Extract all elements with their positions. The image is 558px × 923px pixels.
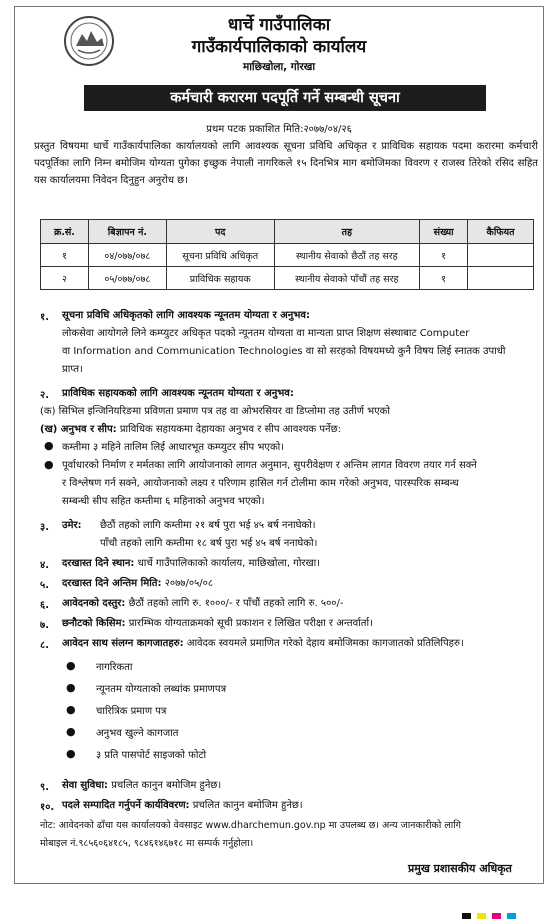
section-2-bullet-2-line-1: पूर्वाधारको निर्माण र मर्मतका लागि आयोजनाको लागत अनुमान, सुपरीवेक्षण र अन्तिम लागत विवरण तयार गर्न सक्ने: [62, 460, 477, 471]
header-ad-no: बिज्ञापन नं.: [88, 220, 166, 244]
bullet-icon: ●: [66, 703, 76, 716]
cell-post: प्राविधिक सहायक: [166, 267, 274, 290]
section-2-item-kha: [40, 422, 341, 439]
cell-count: १: [420, 244, 468, 267]
section-2-bullet-2-line-3: सम्बन्धी सीप सहित कम्तीमा ६ महिनाको अनुभव भएको।: [62, 496, 265, 507]
section-1-line-1: लोकसेवा आयोगले लिने कम्प्युटर अधिकृत पदको न्यूनतम योग्यता वा मान्यता प्राप्त शिक्षण संस्थाबाट Computer: [62, 328, 470, 339]
document-list-item: अनुभव खुल्ने कागजात: [96, 728, 179, 739]
section-5-line: [62, 576, 213, 593]
section-8-label: आवेदन साथ संलग्न कागजातहरु:: [62, 638, 184, 649]
office-name: गाउँकार्यपालिकाको कार्यालय: [191, 37, 367, 57]
section-4-line: [62, 556, 320, 573]
bullet-icon: ●: [44, 458, 54, 471]
cell-count: १: [420, 267, 468, 290]
section-8-text: आवेदक स्वयमले प्रमाणित गरेको देहाय बमोजिमका कागजातको प्रतिलिपिहरु।: [186, 638, 464, 649]
vacancy-table: [40, 219, 534, 290]
section-5-text: २०७७/०५/०८: [164, 578, 214, 589]
cell-remarks: [468, 244, 534, 267]
section-10-label: पदले सम्पादित गर्नुपर्ने कार्यविवरण:: [62, 800, 190, 811]
note-line-2: मोबाइल नं.९८५६०६४१८५, ९८४६१४६७१८ मा सम्पर्क गर्नुहोला।: [40, 838, 254, 849]
section-9-number: ९.: [40, 782, 49, 793]
table-row: [41, 244, 534, 267]
section-7-line: [62, 616, 373, 633]
cell-level: स्थानीय सेवाको पाँचौं तह सरह: [274, 267, 420, 290]
note-line-1: नोट: आवेदनको ढाँचा यस कार्यालयको वेवसाइट www.dharchemun.gov.np मा उपलब्ध छ। अन्य जानकारीको लागि: [40, 820, 462, 831]
header-remarks: कैफियत: [468, 220, 534, 244]
section-6-label: आवेदनको दस्तुर:: [62, 598, 126, 609]
section-10-text: प्रचलित कानुन बमोजिम हुनेछ।: [192, 800, 303, 811]
notice-title-banner: कर्मचारी करारमा पदपूर्ति गर्ने सम्बन्धी सूचना: [84, 85, 486, 111]
section-10-line: [62, 798, 303, 815]
published-date: प्रथम पटक प्रकाशित मिति:२०७७/०४/२६: [206, 124, 352, 135]
section-1-line-3: प्राप्त।: [62, 364, 83, 375]
office-location: माछिखोला, गोरखा: [242, 61, 316, 73]
section-4-text: धार्चे गाउँपालिकाको कार्यालय, माछिखोला, गोरखा।: [137, 558, 321, 569]
section-3-label: उमेर:: [62, 520, 82, 531]
section-9-label: सेवा सुविधा:: [62, 780, 109, 791]
document-list-item: न्यूनतम योग्यताको लब्धांक प्रमाणपत्र: [96, 684, 227, 695]
cell-post: सूचना प्रविधि अधिकृत: [166, 244, 274, 267]
section-6-text: छैठौं तहको लागि रु. १०००/- र पाँचौं तहको लागि रु. ५००/-: [128, 598, 344, 609]
document-list-item: नागरिकता: [96, 662, 133, 673]
signatory-title: प्रमुख प्रशासकीय अधिकृत: [408, 862, 512, 875]
section-6-line: [62, 596, 344, 613]
section-3-number: ३.: [40, 522, 49, 533]
cell-serial: १: [41, 244, 89, 267]
section-2-kha-label: (ख) अनुभव र सीप:: [40, 424, 117, 435]
section-9-line: [62, 778, 221, 795]
bullet-icon: ●: [66, 681, 76, 694]
section-1-line-2: वा Information and Communication Technologies वा सो सरहको विषयमध्ये कुनै विषय लिई स्नातक उपाधी: [62, 346, 506, 357]
section-7-text: प्रारम्भिक योग्यताक्रमको सूची प्रकाशन र लिखित परीक्षा र अन्तर्वार्ता।: [128, 618, 373, 629]
section-2-number: २.: [40, 390, 49, 401]
cell-ad-no: ०४/०७७/०७८: [88, 244, 166, 267]
bullet-icon: ●: [66, 659, 76, 672]
section-5-label: दरखास्त दिने अन्तिम मिति:: [62, 578, 162, 589]
section-2-bullet-2-line-2: र विश्लेषण गर्न सक्ने, आयोजनाको लक्ष्य र परिणाम हासिल गर्न टोलीमा काम गरेको अनुभव, पारस्परिक सम्बन्ध: [62, 478, 459, 489]
section-2-item-ka: (क) सिभिल इन्जिनियरिङमा प्रविणता प्रमाण पत्र तह वा ओभरसियर वा डिप्लोमा तह उतीर्ण भएको: [40, 406, 390, 417]
section-5-number: ५.: [40, 580, 49, 591]
section-2-kha-text: प्राविधिक सहायकमा देहायका अनुभव र सीप आवश्यक पर्नेछ:: [119, 424, 341, 435]
section-8-line: [62, 636, 540, 653]
section-7-number: ७.: [40, 620, 49, 631]
table-header-row: [41, 220, 534, 244]
section-1-title: सूचना प्रविधि अधिकृतको लागि आवश्यक न्यूनतम योग्यता र अनुभव:: [62, 310, 310, 321]
section-4-label: दरखास्त दिने स्थान:: [62, 558, 135, 569]
document-list-item: ३ प्रति पासपोर्ट साइजको फोटो: [96, 750, 207, 761]
cell-level: स्थानीय सेवाको छैठौं तह सरह: [274, 244, 420, 267]
bullet-icon: ●: [66, 725, 76, 738]
section-6-number: ६.: [40, 600, 49, 611]
section-10-number: १०.: [40, 802, 55, 813]
section-4-number: ४.: [40, 560, 49, 571]
section-8-number: ८.: [40, 640, 49, 651]
header-serial: क्र.सं.: [41, 220, 89, 244]
section-9-text: प्रचलित कानुन बमोजिम हुनेछ।: [111, 780, 222, 791]
bullet-icon: ●: [66, 747, 76, 760]
section-2-title: प्राविधिक सहायकको लागि आवश्यक न्यूनतम योग्यता र अनुभव:: [62, 388, 294, 399]
section-7-label: छनौटको किसिम:: [62, 618, 126, 629]
municipality-name: धार्चे गाउँपालिका: [227, 15, 331, 35]
document-list-item: चारित्रिक प्रमाण पत्र: [96, 706, 167, 717]
cell-serial: २: [41, 267, 89, 290]
section-3-line-1: छैठौं तहको लागि कम्तीमा २१ बर्ष पुरा भई ४५ बर्ष ननाघेको।: [100, 520, 316, 531]
cell-remarks: [468, 267, 534, 290]
section-2-bullet-1: कम्तीमा ३ महिने तालिम लिई आधारभूत कम्प्युटर सीप भएको।: [62, 442, 285, 453]
bullet-icon: ●: [44, 439, 54, 452]
section-1-number: १.: [40, 312, 49, 323]
header-post: पद: [166, 220, 274, 244]
header-level: तह: [274, 220, 420, 244]
intro-paragraph: प्रस्तुत विषयमा धार्चे गाउँकार्यपालिका कार्यालयको लागि आवश्यक सूचना प्रविधि अधिकृत र प्राविधिक सहायक पदमा करारमा कर्मचारी पदपूर्तिका लागि निम्न बमोजिम योग्यता पुगेका इच्छुक नेपाली नागरिकले १५ दिनभित्र माग बमोजिमका विवरण र राजस्व तिरेको रसिद सहित यस कार्यालयमा निवेदन दिनुहुन अनुरोध छ।: [34, 141, 538, 186]
print-color-marks: [462, 904, 522, 923]
cell-ad-no: ०५/०७७/०७८: [88, 267, 166, 290]
section-3-line-2: पाँचौ तहको लागि कम्तीमा १८ बर्ष पुरा भई ४५ बर्ष ननाघेको।: [100, 538, 318, 549]
table-row: [41, 267, 534, 290]
header-count: संख्या: [420, 220, 468, 244]
